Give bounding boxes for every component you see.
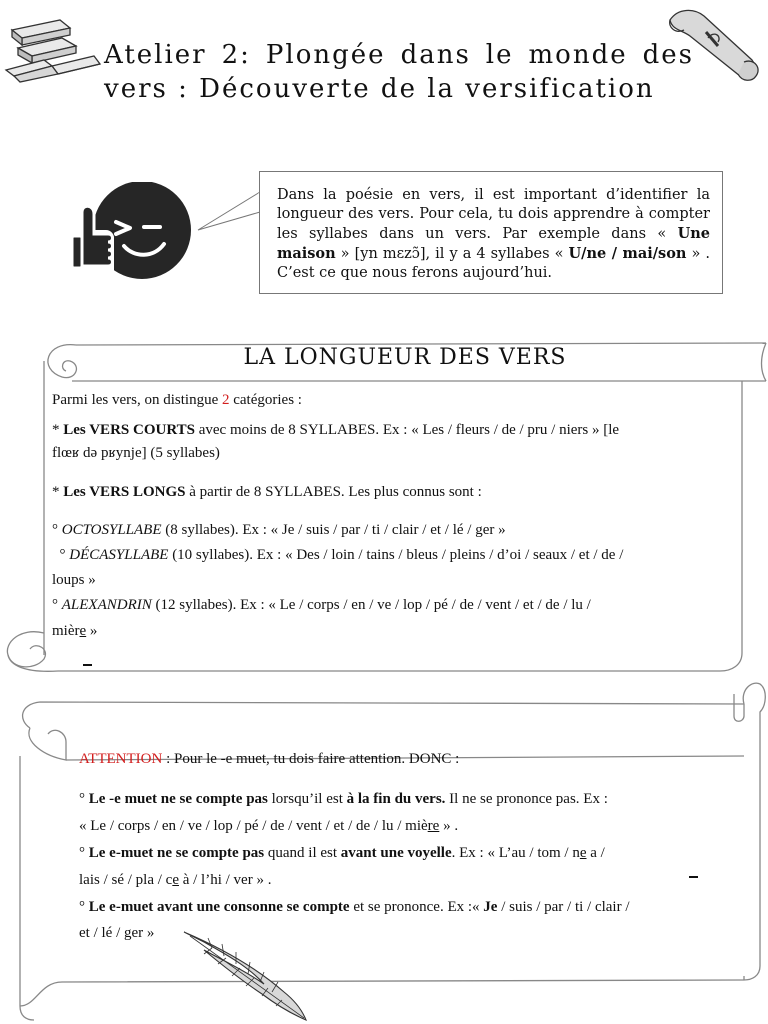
text: » (86, 623, 98, 639)
text: et se prononce. Ex :« (349, 899, 484, 915)
text: a / (586, 845, 605, 861)
item-text: à partir de 8 SYLLABES. Les plus connus sont : (185, 484, 482, 500)
rule-2 (79, 845, 749, 862)
text: lorsqu’il est (267, 791, 347, 807)
categories-intro (52, 392, 742, 409)
bullet: ° (52, 597, 62, 613)
text: catégories : (229, 392, 302, 408)
category-count: 2 (221, 392, 230, 408)
rule-bold: Le e-muet ne se compte pas (88, 845, 265, 861)
item-label: Les VERS COURTS (63, 422, 195, 438)
rule-3-example: et / lé / ger » (79, 925, 155, 941)
page-title: Atelier 2: Plongée dans le monde des vers : Découverte de la versification (104, 40, 694, 104)
bullet: * (52, 422, 64, 438)
item-label: OCTOSYLLABE (61, 522, 162, 538)
text: Il ne se prononce pas. Ex : (445, 791, 608, 807)
underlined-e: e (172, 872, 179, 888)
bullet: ° (52, 547, 70, 563)
vers-courts-item-cont: flœʁ də pʁynje] (5 syllabes) (52, 445, 220, 461)
section-heading: LA LONGUEUR DES VERS (243, 345, 567, 370)
bullet: ° (52, 522, 62, 538)
attention-line (79, 751, 749, 768)
rule-1 (79, 791, 749, 808)
text: miè (52, 623, 75, 639)
intro-bubble (259, 171, 723, 294)
intro-example-syllables: U/ne / mai/son (568, 245, 687, 262)
underlined-e: re (427, 818, 440, 834)
item-label: DÉCASYLLABE (69, 547, 169, 563)
bullet: ° (79, 899, 89, 915)
text: « Le / corps / en / ve / lop / pé / de / vent / et / de / lu / miè (79, 818, 428, 834)
intro-text: » [yn mɛzɔ̃], il y a 4 syllabes « (340, 246, 564, 262)
attention-label: ATTENTION (79, 751, 163, 767)
rule-bold: Le -e muet ne se compte pas (88, 791, 268, 807)
item-text: (12 syllabes). Ex : « Le / corps / en / ve / lop / pé / de / vent / et / de / lu / (151, 597, 591, 613)
octosyllabe-item (52, 522, 742, 539)
rule-bold: avant une voyelle (340, 845, 452, 861)
bullet: ° (79, 845, 89, 861)
feather-icon (182, 930, 310, 1022)
intro-example-word: Une maison (277, 225, 710, 262)
text: . Ex : « L’au / tom / n (451, 845, 580, 861)
text: à / l’hi / ver » . (178, 872, 272, 888)
intro-text: » . C’est ce que nous ferons aujourd’hui. (277, 246, 710, 281)
rule-bold: Je (483, 899, 498, 915)
rule-3 (79, 899, 749, 916)
small-dash (83, 664, 92, 666)
text: Parmi les vers, on distingue (52, 392, 222, 408)
item-label: ALEXANDRIN (61, 597, 152, 613)
text: r (74, 623, 80, 639)
alexandrin-item (52, 597, 742, 614)
item-text: avec moins de 8 SYLLABES. Ex : « Les / fleurs / de / pru / niers » [le (194, 422, 620, 438)
decasyllabe-item (52, 547, 742, 564)
text: quand il est (264, 845, 341, 861)
bullet: * (52, 484, 64, 500)
books-icon (2, 8, 102, 84)
intro-text: Dans la poésie en vers, il est important d’identifier la longueur des vers. Pour cela, tu dois apprendre à compter les syllabes dans un vers. Par exemple dans « (277, 187, 710, 242)
text: lais / sé / pla / c (79, 872, 173, 888)
underlined-e: e (579, 845, 587, 861)
vers-courts-item (52, 422, 742, 439)
text: / suis / par / ti / clair / (497, 899, 630, 915)
rule-bold: à la fin du vers. (346, 791, 446, 807)
rule-bold: Le e-muet avant une consonne se compte (88, 899, 350, 915)
text: : Pour le -e muet, tu dois faire attention. DONC : (162, 751, 460, 767)
wink-thumbsup-icon (68, 182, 192, 282)
item-label: Les VERS LONGS (63, 484, 186, 500)
item-text: (8 syllabes). Ex : « Je / suis / par / ti / clair / et / lé / ger » (161, 522, 506, 538)
rule-2-example (79, 872, 749, 889)
text: » . (439, 818, 459, 834)
vers-longs-item (52, 484, 742, 501)
item-text: (10 syllabes). Ex : « Des / loin / tains / bleus / pleins / d’oi / seaux / et / de / (168, 547, 624, 563)
rule-1-example (79, 818, 749, 835)
underlined-e: e (79, 623, 87, 639)
decasyllabe-item-cont: loups » (52, 572, 96, 588)
speech-bubble-tail (196, 190, 262, 234)
alexandrin-item-cont (52, 623, 742, 640)
bullet: ° (79, 791, 89, 807)
